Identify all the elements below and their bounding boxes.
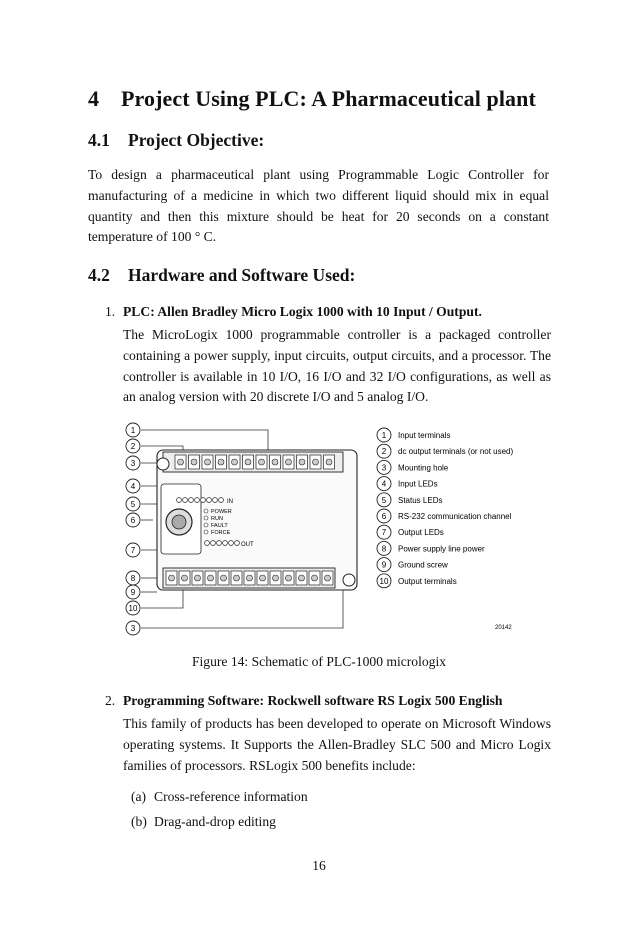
terminal-screw xyxy=(286,575,292,581)
list-item-paragraph: This family of products has been developed to operate on Microsoft Windows operating systems. It Supports the Allen-Bradley SLC 500 and Micro Logix families of processors. RSLogix 500 benefits include: xyxy=(123,716,551,773)
terminal-screw xyxy=(273,575,279,581)
label-force: FORCE xyxy=(211,530,231,536)
sublist-label: (b) xyxy=(131,814,147,829)
terminal-screw xyxy=(286,459,292,465)
figure-caption: Figure 14: Schematic of PLC-1000 micrologix xyxy=(191,654,447,669)
callout-number: 1 xyxy=(130,426,136,435)
legend-number: 3 xyxy=(381,463,387,473)
terminal-screw xyxy=(313,459,319,465)
output-led xyxy=(205,541,210,546)
legend-label: Input LEDs xyxy=(398,479,438,489)
list-item-title: PLC: Allen Bradley Micro Logix 1000 with 10 Input / Output. xyxy=(123,304,482,319)
sublist-text: Cross-reference information xyxy=(154,789,308,804)
terminal-screw xyxy=(259,459,265,465)
legend-item xyxy=(377,525,444,539)
callout-marker xyxy=(126,543,140,557)
terminal-screw xyxy=(272,459,278,465)
label-power: POWER xyxy=(211,509,232,515)
callout-marker xyxy=(126,439,140,453)
label-in: IN xyxy=(227,499,233,505)
legend-number: 8 xyxy=(381,544,387,554)
terminal-screw xyxy=(205,459,211,465)
terminal-screw xyxy=(260,575,266,581)
list-item-title: Programming Software: Rockwell software RS Logix 500 English xyxy=(123,693,503,708)
callout-number: 3 xyxy=(130,459,136,468)
terminal-screw xyxy=(169,575,175,581)
callout-number: 10 xyxy=(128,604,138,613)
callout-marker xyxy=(126,479,140,493)
terminal-screw xyxy=(221,575,227,581)
terminal-screw xyxy=(195,575,201,581)
status-led xyxy=(204,523,208,527)
input-led xyxy=(219,498,224,503)
callout-number: 9 xyxy=(130,588,136,597)
callout-marker xyxy=(126,571,140,585)
output-led xyxy=(211,541,216,546)
left-callouts xyxy=(126,423,140,635)
status-led xyxy=(204,509,208,513)
legend-item xyxy=(377,574,457,588)
ground-screw xyxy=(343,574,355,586)
plc-schematic-figure xyxy=(123,418,528,640)
callout-marker xyxy=(126,585,140,599)
input-led xyxy=(207,498,212,503)
section-title: Project Objective: xyxy=(128,130,265,150)
chapter-title: Project Using PLC: A Pharmaceutical plant xyxy=(121,86,536,111)
legend-item xyxy=(377,428,450,442)
sublist-item xyxy=(131,789,308,805)
legend-number: 2 xyxy=(381,447,387,457)
legend-label: Input terminals xyxy=(398,431,451,440)
legend-item xyxy=(377,477,438,491)
status-led xyxy=(204,530,208,534)
label-out: OUT xyxy=(241,542,254,548)
plc-device xyxy=(157,450,357,590)
terminal-screw xyxy=(232,459,238,465)
terminal-screw xyxy=(245,459,251,465)
callout-number: 8 xyxy=(130,574,136,583)
legend-label: Output LEDs xyxy=(398,528,444,538)
figure-legend xyxy=(377,428,514,588)
callout-number: 7 xyxy=(130,546,136,555)
input-led xyxy=(189,498,194,503)
chapter-number: 4 xyxy=(88,86,100,111)
terminal-screw xyxy=(191,459,197,465)
legend-item xyxy=(377,444,514,458)
terminal-screw xyxy=(218,459,224,465)
output-led xyxy=(229,541,234,546)
legend-number: 10 xyxy=(379,576,389,586)
callout-marker xyxy=(126,456,140,470)
legend-number: 6 xyxy=(381,512,387,521)
callout-number: 6 xyxy=(130,516,136,525)
callout-marker xyxy=(126,423,140,437)
mounting-hole-top xyxy=(157,458,169,470)
legend-item xyxy=(377,558,448,572)
terminal-screw xyxy=(299,575,305,581)
chapter-heading xyxy=(88,86,536,112)
terminal-screw xyxy=(325,575,331,581)
legend-number: 5 xyxy=(381,495,387,505)
terminal-screw xyxy=(312,575,318,581)
legend-label: Mounting hole xyxy=(398,463,449,473)
legend-label: dc output terminals (or not used) xyxy=(398,447,514,457)
legend-label: RS-232 communication channel xyxy=(398,512,512,521)
status-led xyxy=(204,516,208,520)
terminal-screw xyxy=(178,459,184,465)
legend-item xyxy=(377,541,485,555)
callout-number: 2 xyxy=(130,442,136,451)
section-heading-hardware xyxy=(88,265,355,286)
output-led xyxy=(217,541,222,546)
section-number: 4.1 xyxy=(88,130,110,150)
callout-marker xyxy=(126,601,140,615)
legend-number: 4 xyxy=(381,479,387,489)
input-led xyxy=(201,498,206,503)
terminal-screw xyxy=(299,459,305,465)
section-heading-objective xyxy=(88,130,264,151)
label-run: RUN xyxy=(211,516,223,522)
terminal-screw xyxy=(234,575,240,581)
section-title: Hardware and Software Used: xyxy=(128,265,356,285)
input-led xyxy=(183,498,188,503)
legend-item xyxy=(377,460,449,474)
objective-paragraph: To design a pharmaceutical plant using Programmable Logic Controller for manufacturing of a medicine in which two different liquid should mix in equal quantity and then this mixture should be heat for 20 seconds on a constant temperature of 100 ° C. xyxy=(88,167,549,245)
input-led xyxy=(177,498,182,503)
sublist-text: Drag-and-drop editing xyxy=(154,814,276,829)
callout-number: 5 xyxy=(130,500,136,509)
callout-number: 4 xyxy=(130,482,136,491)
page-number: 16 xyxy=(312,858,326,873)
sublist-label: (a) xyxy=(131,789,147,804)
list-item-paragraph: The MicroLogix 1000 programmable controller is a packaged controller containing a power supply, input circuits, output circuits, and a processor. The controller is available in 10 I/O, 16 I/O and 32 I/O configurations, as well as an analog version with 20 discrete I/O and 5 analog I/O. xyxy=(123,327,551,405)
legend-label: Status LEDs xyxy=(398,495,443,505)
callout-marker xyxy=(126,513,140,527)
label-fault: FAULT xyxy=(211,523,228,529)
section-number: 4.2 xyxy=(88,265,110,285)
input-led xyxy=(195,498,200,503)
legend-label: Power supply line power xyxy=(398,544,485,554)
figure-code: 20142 xyxy=(495,625,512,631)
terminal-screw xyxy=(208,575,214,581)
legend-item xyxy=(377,509,512,523)
input-led xyxy=(213,498,218,503)
sublist-item xyxy=(131,814,276,830)
terminal-screw xyxy=(182,575,188,581)
terminal-screw xyxy=(326,459,332,465)
legend-number: 1 xyxy=(381,431,387,440)
callout-marker xyxy=(126,621,140,635)
list-item-number: 1. xyxy=(105,304,116,319)
callout-marker xyxy=(126,497,140,511)
legend-number: 7 xyxy=(381,528,387,538)
output-led xyxy=(223,541,228,546)
list-item-number: 2. xyxy=(105,693,116,708)
output-led xyxy=(235,541,240,546)
legend-label: Output terminals xyxy=(398,576,457,586)
legend-item xyxy=(377,493,442,507)
callout-number: 3 xyxy=(130,624,136,633)
legend-number: 9 xyxy=(381,560,387,570)
legend-label: Ground screw xyxy=(398,560,448,570)
terminal-screw xyxy=(247,575,253,581)
plc-schematic-svg xyxy=(123,418,528,640)
